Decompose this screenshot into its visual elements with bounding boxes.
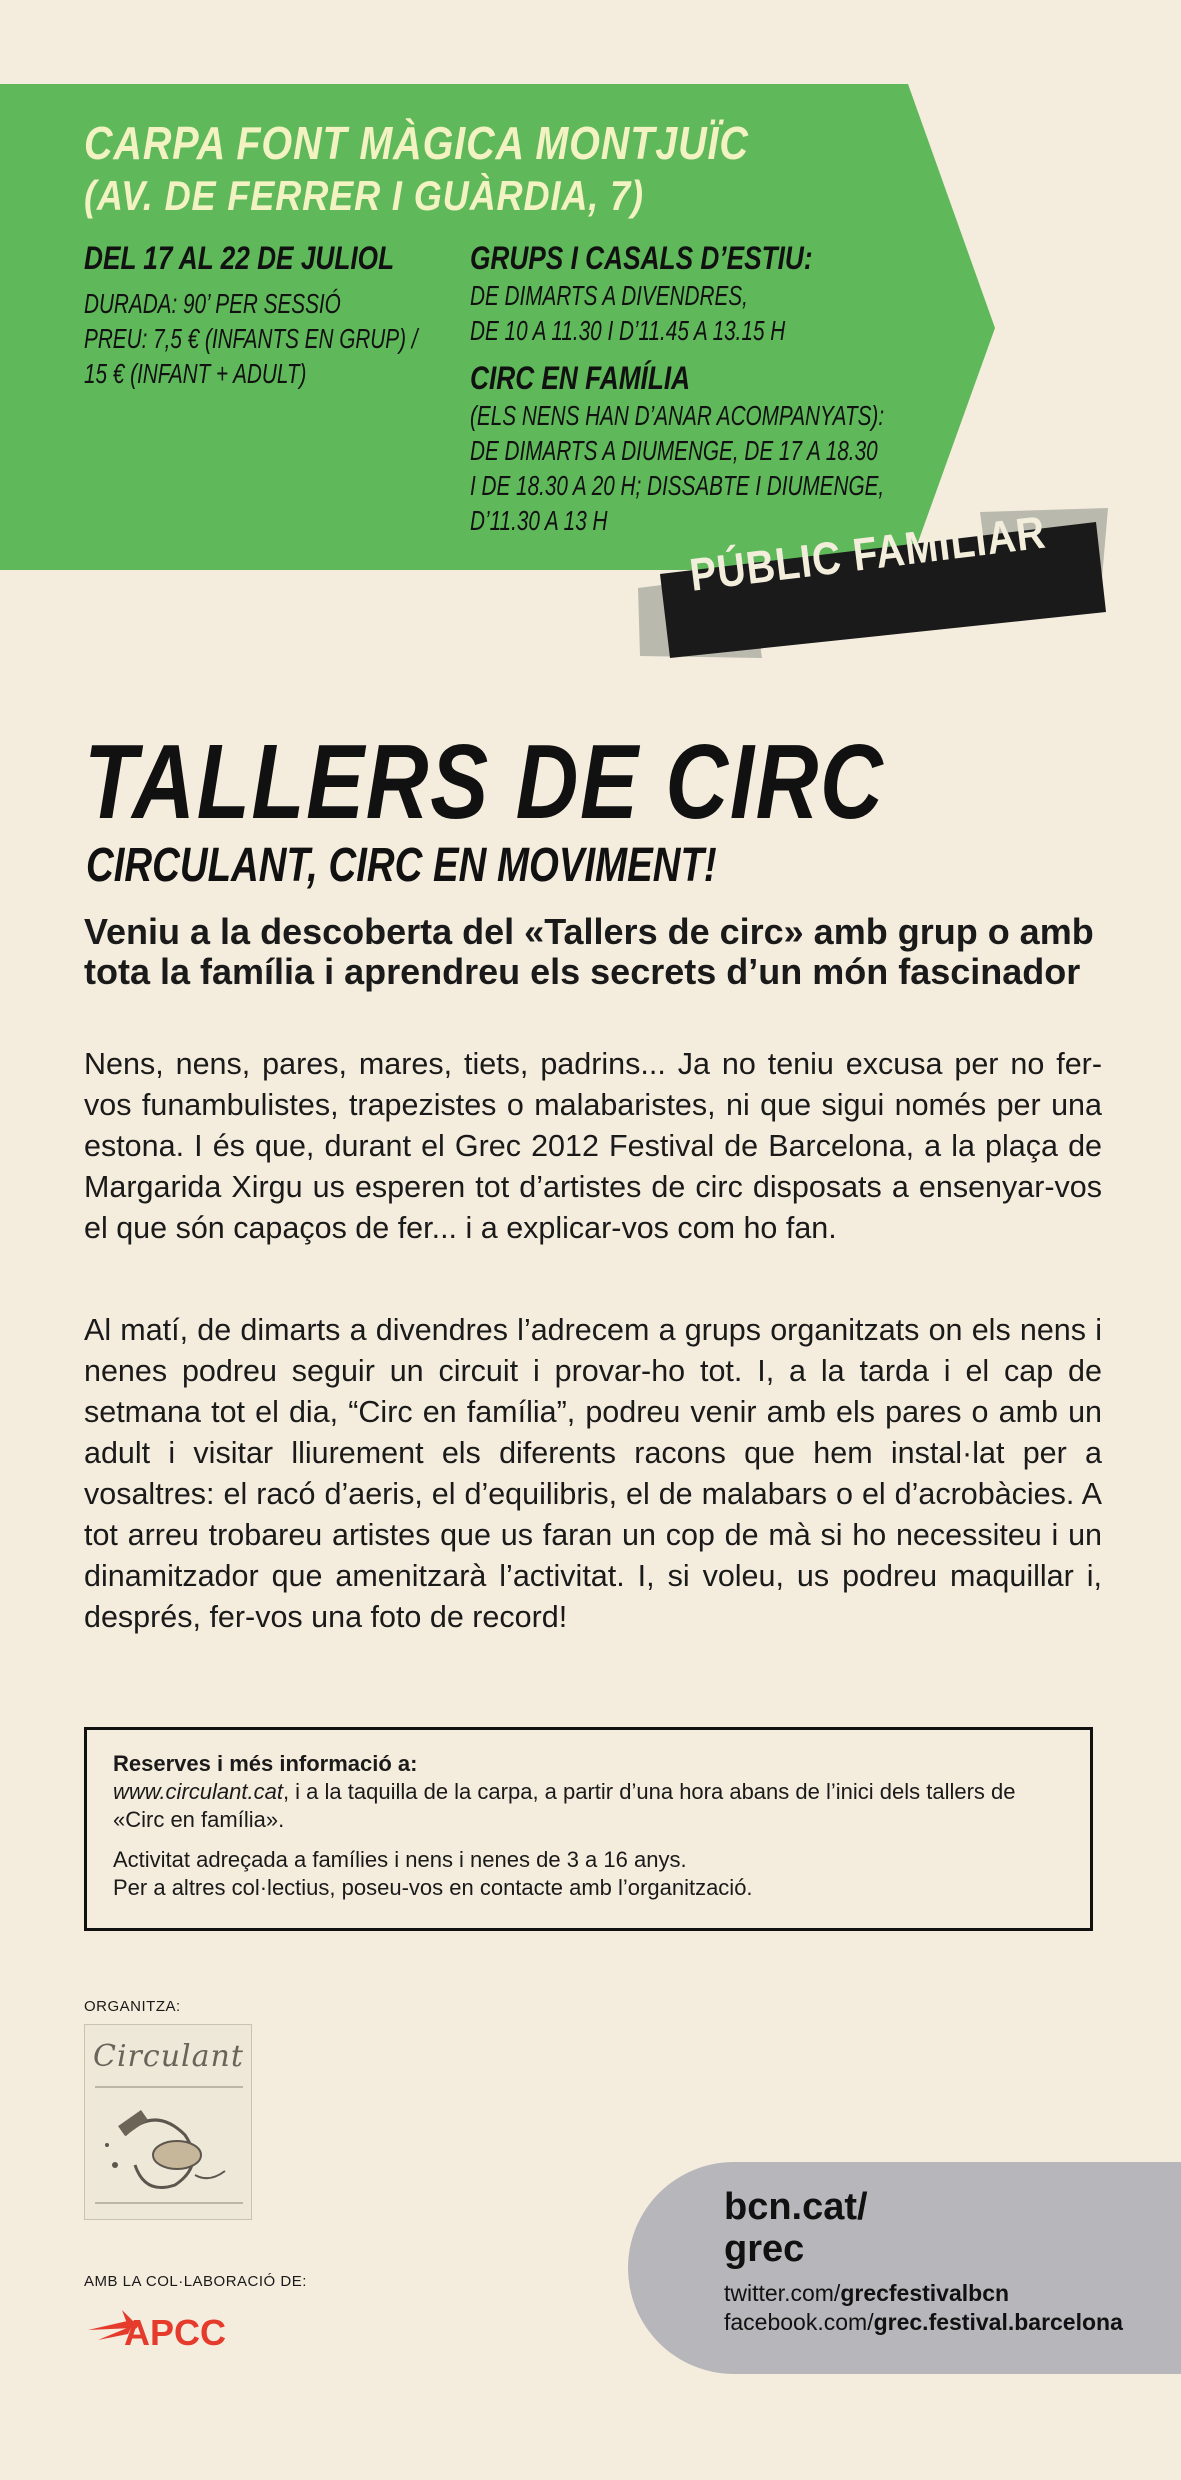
apcc-logo-text: APCC bbox=[124, 2312, 227, 2353]
family-hours: I DE 18.30 A 20 H; DISSABTE I DIUMENGE, bbox=[470, 470, 885, 501]
body-paragraph-2: Al matí, de dimarts a divendres l’adrecem a grups organitzats on els nens i nenes podreu seguir un circuit i provar-ho tot. I, a la tarda i el cap de setmana tot el dia, “Circ en família”, podreu venir amb els pares o amb un adult i visitar lliurement els diferents racons que hem instal·lat per a vosaltres: el racó d’aeris, el d’equilibris, el de malabars o el d’acrobàcies. A tot arreu trobareu artistes que us faran un cop de mà si ho necessiteu i un dinamitzador que amenitzarà l’activitat. I, si voleu, us podreu maquillar i, després, fer-vos una foto de record! bbox=[84, 1313, 1102, 1634]
facebook-link[interactable]: facebook.com/grec.festival.barcelona bbox=[724, 2309, 1123, 2335]
booking-details-text: , i a la taquilla de la carpa, a partir d’una hora abans de l’inici dels tallers de «Circ en família». bbox=[113, 1779, 1016, 1832]
family-weekend: D’11.30 A 13 H bbox=[470, 505, 608, 536]
circulant-logo-text: Circulant bbox=[93, 2039, 244, 2074]
twitter-link[interactable]: twitter.com/grecfestivalbcn bbox=[724, 2280, 1010, 2306]
groups-heading: GRUPS I CASALS D’ESTIU: bbox=[470, 240, 813, 276]
site-link-line1[interactable]: bcn.cat/ bbox=[724, 2186, 868, 2228]
collaboration-label: AMB LA COL·LABORACIÓ DE: bbox=[84, 2273, 307, 2290]
audience-note: Activitat adreçada a famílies i nens i nenes de 3 a 16 anys. bbox=[113, 1847, 687, 1872]
page-subtitle: CIRCULANT, CIRC EN MOVIMENT! bbox=[86, 839, 717, 892]
booking-heading: Reserves i més informació a: bbox=[113, 1751, 418, 1776]
groups-days: DE DIMARTS A DIVENDRES, bbox=[470, 280, 748, 311]
detail-price-family: 15 € (INFANT + ADULT) bbox=[84, 358, 307, 389]
festival-links-panel bbox=[628, 2162, 1181, 2374]
detail-duration: DURADA: 90’ PER SESSIÓ bbox=[84, 288, 341, 319]
detail-price: PREU: 7,5 € (INFANTS EN GRUP) / bbox=[84, 323, 418, 354]
venue-address: (AV. DE FERRER I GUÀRDIA, 7) bbox=[84, 172, 644, 219]
booking-details bbox=[113, 1778, 1064, 1834]
audience-ribbon bbox=[630, 505, 1110, 658]
groups-contact-note: Per a altres col·lectius, poseu-vos en contacte amb l’organització. bbox=[113, 1875, 753, 1900]
body-paragraph-1: Nens, nens, pares, mares, tiets, padrins... Ja no teniu excusa per no fer-vos funambulistes, trapezistes o malabaristes, ni que sigui només per una estona. I és que, durant el Grec 2012 Festival de Barcelona, a la plaça de Margarida Xirgu us esperen tot d’artistes de circ disposats a ensenyar-vos el que són capaços de fer... i a explicar-vos com ho fan. bbox=[84, 1047, 1102, 1245]
event-dates: DEL 17 AL 22 DE JULIOL bbox=[84, 240, 395, 276]
family-note: (ELS NENS HAN D’ANAR ACOMPANYATS): bbox=[470, 400, 885, 431]
audience-label: PÚBLIC FAMILIAR bbox=[686, 505, 1049, 601]
event-info-banner bbox=[0, 84, 995, 570]
organizer-label: ORGANITZA: bbox=[84, 1998, 181, 2015]
booking-link[interactable]: www.circulant.cat bbox=[113, 1779, 283, 1804]
site-link-line2[interactable]: grec bbox=[724, 2228, 805, 2270]
groups-hours: DE 10 A 11.30 I D’11.45 A 13.15 H bbox=[470, 315, 786, 346]
booking-info-box bbox=[84, 1727, 1093, 1931]
family-days: DE DIMARTS A DIUMENGE, DE 17 A 18.30 bbox=[470, 435, 878, 466]
venue-name: CARPA FONT MÀGICA MONTJUÏC bbox=[84, 117, 749, 169]
family-heading: CIRC EN FAMÍLIA bbox=[470, 360, 691, 396]
circulant-logo-drawing bbox=[85, 2025, 253, 2221]
circulant-logo bbox=[84, 2024, 252, 2220]
lead-paragraph: Veniu a la descoberta del «Tallers de circ» amb grup o amb tota la família i aprendreu els secrets d’un món fascinador bbox=[84, 911, 1094, 992]
page-title: TALLERS DE CIRC bbox=[84, 723, 885, 841]
